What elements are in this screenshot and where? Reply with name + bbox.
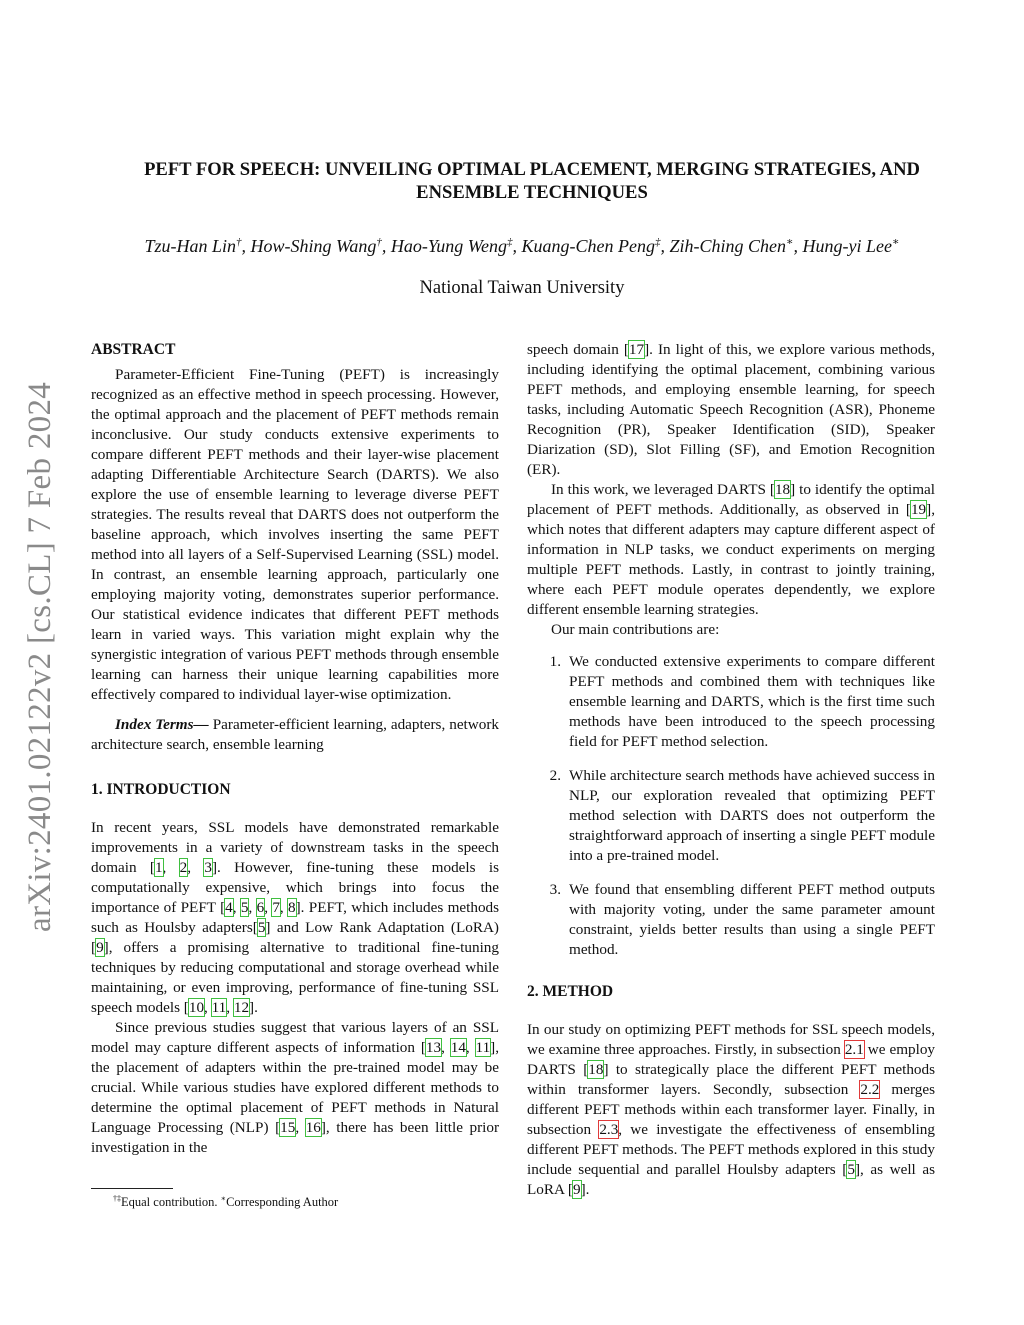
text-span: , <box>232 899 241 916</box>
text-span: , <box>279 899 289 916</box>
citation-link[interactable]: 9 <box>573 1181 581 1198</box>
paper-title <box>80 158 984 204</box>
title-line-1: PEFT FOR SPEECH: UNVEILING OPTIMAL PLACEMENT, MERGING STRATEGIES, AND <box>144 159 920 180</box>
affiliation: National Taiwan University <box>419 278 625 298</box>
text-span: ], there has been little prior investigation in the <box>91 1119 500 1156</box>
abstract-text: Parameter-Efficient Fine-Tuning (PEFT) is increasingly recognized as an effective method in speech processing. However, the optimal approach and the placement of PEFT methods remain inconclusive. Our study conducts extensive experiments to compare different PEFT methods and their layer-wise placement adapting Differentiable Architecture Search (DARTS). We also explore the use of ensemble learning to leverage diverse PEFT strategies. The results reveal that DARTS does not outperform the baseline approach, which involves inserting the same PEFT method into all layers of a Self-Supervised Learning (SSL) model. In contrast, an ensemble learning approach, particularly one employing majority voting, demonstrates superior performance. Our statistical evidence indicates that different PEFT methods learn in varied ways. This variation might explain why the synergistic integration of various PEFT methods through ensemble learning can harness their unique learning capabilities more effectively compared to individual layer-wise optimization. <box>91 366 499 703</box>
citation-link[interactable]: 11 <box>475 1039 491 1056</box>
author: Hao-Yung Weng <box>390 236 508 256</box>
text-span: ], as well as LoRA [ <box>527 1161 935 1198</box>
intro-paragraph-3 <box>527 340 935 480</box>
text-span: , <box>441 1039 451 1056</box>
author-mark: ∗ <box>786 236 794 248</box>
index-terms <box>91 715 499 755</box>
footnote-mark-2: ∗ <box>220 1194 227 1203</box>
contributions-intro: Our main contributions are: <box>551 621 720 638</box>
text-span: ]. However, fine-tuning these models is computationally expensive, which brings into focus the importance of PEFT [ <box>91 859 499 916</box>
left-column <box>91 340 499 1158</box>
text-span: ] and Low Rank Adaptation (LoRA) [ <box>91 919 499 956</box>
citation-link[interactable]: 14 <box>450 1039 466 1056</box>
citation-link[interactable]: 13 <box>425 1039 442 1056</box>
author-mark: ‡ <box>655 236 661 248</box>
author-list: Tzu-Han Lin†, How-Shing Wang†, Hao-Yung Weng‡, Kuang-Chen Peng‡, Zih-Ching Chen∗, Hung-yi Lee∗ <box>144 236 900 256</box>
text-span: ]. PEFT, which includes methods such as Houlsby adapters[ <box>91 899 500 936</box>
text-span: , <box>226 999 234 1016</box>
text-span: ]. In light of this, we explore various methods, including identifying the optimal placement, combining various PEFT methods, and employing ensemble learning, for speech tasks, including Automatic Speech Recognition (ASR), Phoneme Recognition (PR), Speaker Identification (SID), Speaker Diarization (SD), Slot Filling (SF), and Emotion Recognition (ER). <box>527 341 935 478</box>
author: How-Shing Wang <box>250 236 377 256</box>
text-span: , <box>204 999 212 1016</box>
citation-link[interactable]: 8 <box>288 899 296 916</box>
text-span: In recent years, SSL models have demonstrated remarkable improvements in a variety of downstream tasks in the speech domain [ <box>91 819 499 876</box>
text-span: , <box>248 899 257 916</box>
author-mark: ‡ <box>507 236 513 248</box>
author-mark: ∗ <box>892 236 900 248</box>
author-mark: † <box>376 236 382 248</box>
citation-link[interactable]: 18 <box>774 481 791 498</box>
citation-link[interactable]: 6 <box>256 899 265 916</box>
intro-paragraph-2 <box>91 1018 499 1158</box>
list-number: 1. <box>549 653 561 670</box>
subsection-link[interactable]: 2.2 <box>860 1081 880 1098</box>
citation-link[interactable]: 1 <box>154 859 163 876</box>
footnote-text-1: Equal contribution. <box>121 1195 221 1210</box>
citation-link[interactable]: 4 <box>225 899 233 916</box>
citation-link[interactable]: 5 <box>847 1161 855 1178</box>
intro-paragraph-4 <box>527 480 935 620</box>
footnote-marks: †‡ <box>113 1194 121 1203</box>
author: Tzu-Han Lin <box>144 236 237 256</box>
author: Hung-yi Lee <box>802 236 893 256</box>
citation-link[interactable]: 12 <box>233 999 250 1016</box>
text-span: , we investigate the effectiveness of ensembling different PEFT methods. The PEFT methods explored in this study include sequential and parallel Houlsby adapters [ <box>527 1121 935 1178</box>
method-paragraph-1 <box>527 1020 935 1200</box>
citation-link[interactable]: 2 <box>179 859 188 876</box>
list-text: We found that ensembling different PEFT method outputs with majority voting, under the same parameter amount constraint, yields better results than using a single PEFT method. <box>569 881 935 958</box>
citation-link[interactable]: 5 <box>257 919 266 936</box>
right-column <box>527 340 935 1200</box>
list-item <box>527 766 935 866</box>
citation-link[interactable]: 16 <box>305 1119 321 1136</box>
text-span: we employ DARTS [ <box>527 1041 936 1078</box>
footnote-rule <box>91 1188 173 1189</box>
author: Zih-Ching Chen <box>669 236 787 256</box>
citation-link[interactable]: 9 <box>96 939 104 956</box>
text-span: In this work, we leveraged DARTS [ <box>551 481 775 498</box>
text-span: , <box>295 1119 306 1136</box>
subsection-link[interactable]: 2.3 <box>599 1121 619 1138</box>
list-text: We conducted extensive experiments to compare different PEFT methods and combined them with techniques like ensemble learning and DARTS, which is the first time such methods have been introduced to the speech processing field for PEFT method selection. <box>569 653 935 750</box>
citation-link[interactable]: 15 <box>280 1119 296 1136</box>
text-span: ]. <box>249 999 258 1016</box>
subsection-link[interactable]: 2.1 <box>844 1041 864 1058</box>
citation-link[interactable]: 19 <box>910 501 927 518</box>
citation-link[interactable]: 5 <box>240 899 249 916</box>
title-line-2: ENSEMBLE TECHNIQUES <box>416 182 648 203</box>
list-item <box>527 652 935 752</box>
footnote <box>113 1194 338 1210</box>
text-span: In our study on optimizing PEFT methods for SSL speech models, we examine three approaches. Firstly, in subsection <box>527 1021 935 1058</box>
text-span: , <box>162 859 180 876</box>
author: Kuang-Chen Peng <box>521 236 656 256</box>
text-span: , <box>187 859 205 876</box>
citation-link[interactable]: 17 <box>628 341 645 358</box>
method-heading: 2. METHOD <box>527 983 614 1000</box>
text-span: ] to strategically place the different PEFT methods within transformer layers. Secondly, subsection <box>527 1061 936 1098</box>
citation-link[interactable]: 11 <box>211 999 227 1016</box>
text-span: speech domain [ <box>527 341 629 358</box>
citation-link[interactable]: 7 <box>272 899 280 916</box>
text-span: ], offers a promising alternative to traditional fine-tuning techniques by reducing computational and storage overhead while maintaining, or even improving, performance of fine-tuning SSL speech models [ <box>91 939 499 1016</box>
abstract-heading: ABSTRACT <box>91 341 176 358</box>
intro-paragraph-1 <box>91 818 499 1018</box>
index-terms-label: Index Terms— <box>115 716 209 733</box>
citation-link[interactable]: 10 <box>188 999 205 1016</box>
text-span: merges different PEFT methods within each transformer layer. Finally, in subsection <box>527 1081 935 1138</box>
text-span: , <box>465 1039 476 1056</box>
list-number: 2. <box>549 767 561 784</box>
text-span: ], which notes that different adapters may capture different aspect of information in NLP tasks, we conduct experiments on merging multiple PEFT methods. Lastly, in contrast to jointly training, where each PEFT module operates dependently, we explore different ensemble learning strategies. <box>527 501 935 618</box>
author-mark: † <box>236 236 242 248</box>
citation-link[interactable]: 18 <box>588 1061 604 1078</box>
index-terms-text: Parameter-efficient learning, adapters, network architecture search, ensemble learning <box>91 716 499 753</box>
arxiv-sidebar-id: arXiv:2401.02122v2 [cs.CL] 7 Feb 2024 <box>22 381 58 932</box>
citation-link[interactable]: 3 <box>204 859 212 876</box>
contributions-list <box>527 652 935 960</box>
text-span: , <box>264 899 273 916</box>
intro-heading: 1. INTRODUCTION <box>91 781 231 798</box>
text-span: ], the placement of adapters within the pre-trained model may be crucial. While various studies have explored different methods to determine the optimal placement of PEFT methods in Natural Language Processing (NLP) [ <box>91 1039 500 1136</box>
list-text: While architecture search methods have achieved success in NLP, our exploration revealed that optimizing PEFT method selection with DARTS does not outperform the straightforward approach of inserting a single PEFT module into a pre-trained model. <box>569 767 935 864</box>
text-span: Since previous studies suggest that various layers of an SSL model may capture different aspects of information [ <box>91 1019 499 1056</box>
list-item <box>527 880 935 960</box>
footnote-text-2: Corresponding Author <box>226 1195 339 1210</box>
list-number: 3. <box>549 881 561 898</box>
text-span: ] to identify the optimal placement of PEFT methods. Additionally, as observed in [ <box>527 481 935 518</box>
text-span: ]. <box>580 1181 590 1198</box>
